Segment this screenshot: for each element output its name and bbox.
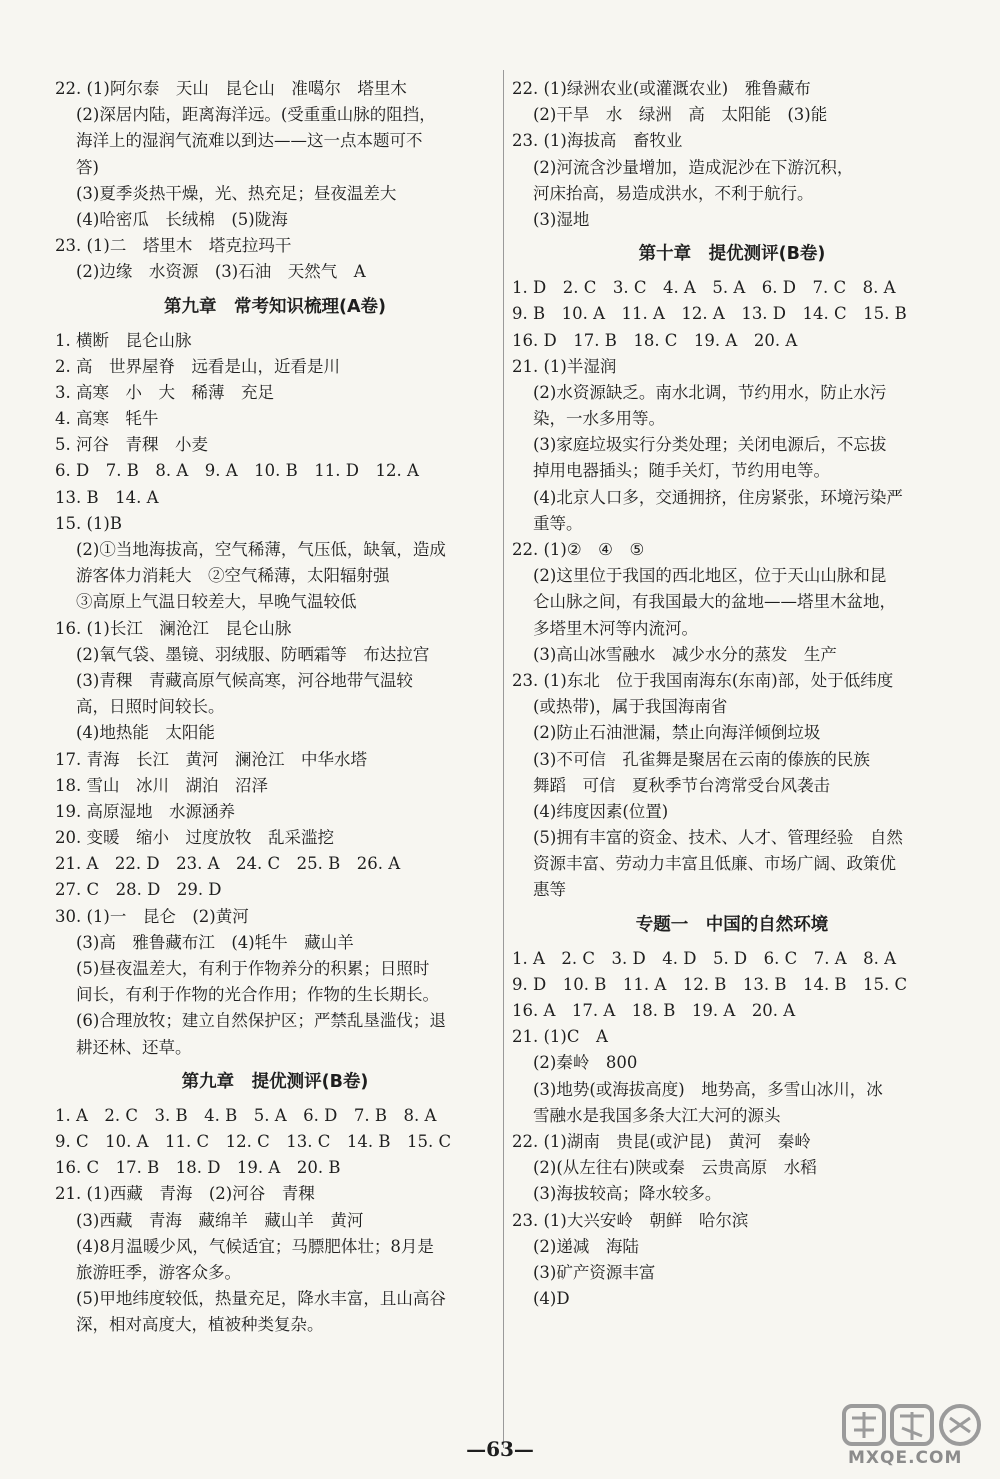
answer-line: 多塔里木河等内流河。	[512, 618, 698, 638]
answer-line: 1. A 2. C 3. B 4. B 5. A 6. D 7. B 8. A	[55, 1105, 437, 1125]
answer-line: (3)高 雅鲁藏布江 (4)牦牛 藏山羊	[55, 932, 354, 952]
section-heading: 第九章 常考知识梳理(A卷)	[163, 296, 387, 317]
answer-line: (2)边缘 水资源 (3)石油 天然气 A	[55, 262, 366, 282]
answer-line: 4. 高寒 牦牛	[55, 409, 159, 429]
left-column	[55, 76, 495, 1338]
answer-line: 重等。	[512, 513, 583, 533]
answer-line: 30. (1)一 昆仑 (2)黄河	[55, 906, 249, 926]
answer-line: (2)递减 海陆	[512, 1236, 639, 1256]
answer-line: 深，相对高度大，植被种类复杂。	[55, 1315, 324, 1335]
answer-line: (2)秦岭 800	[512, 1053, 638, 1073]
answer-line: 答)	[55, 157, 99, 177]
answer-line: 21. A 22. D 23. A 24. C 25. B 26. A	[55, 854, 401, 874]
answer-line: (3)夏季炎热干燥，光、热充足；昼夜温差大	[55, 183, 397, 203]
watermark-logo	[840, 1400, 990, 1472]
answer-line: (3)高山冰雪融水 减少水分的蒸发 生产	[512, 644, 837, 664]
answer-line: 9. B 10. A 11. A 12. A 13. D 14. C 15. B	[512, 304, 907, 324]
answer-line: 1. D 2. C 3. C 4. A 5. A 6. D 7. C 8. A	[512, 278, 896, 298]
answer-line: 惠等	[512, 880, 566, 900]
answer-line: 染，一水多用等。	[512, 409, 665, 429]
watermark-text: MXQE.COM	[848, 1448, 963, 1468]
answer-line: (或热带)，属于我国海南省	[512, 697, 728, 717]
page-number: —63—	[466, 1437, 534, 1461]
answer-line: 1. 横断 昆仑山脉	[55, 330, 192, 350]
answer-line: 16. D 17. B 18. C 19. A 20. A	[512, 330, 798, 350]
answer-line: 22. (1)湖南 贵昆(或沪昆) 黄河 秦岭	[512, 1131, 811, 1151]
answer-line: 海洋上的湿润气流难以到达——这一点本题可不	[55, 131, 423, 151]
answer-line: 22. (1)绿洲农业(或灌溉农业) 雅鲁藏布	[512, 79, 811, 98]
answer-line: 16. (1)长江 澜沧江 昆仑山脉	[55, 618, 292, 638]
section-heading: 第九章 提优测评(B卷)	[181, 1071, 369, 1092]
answer-line: 21. (1)半湿润	[512, 356, 617, 376]
answer-line: 20. 变暖 缩小 过度放牧 乱采滥挖	[55, 828, 334, 848]
answer-line: (4)北京人口多，交通拥挤，住房紧张，环境污染严	[512, 487, 903, 507]
answer-line: 17. 青海 长江 黄河 澜沧江 中华水塔	[55, 749, 367, 769]
answer-line: (3)矿产资源丰富	[512, 1262, 656, 1282]
answer-line: (2)河流含沙量增加，造成泥沙在下游沉积，	[512, 157, 854, 177]
answer-line: 23. (1)大兴安岭 朝鲜 哈尔滨	[512, 1210, 749, 1230]
answer-line: (2)干旱 水 绿洲 高 太阳能 (3)能	[512, 105, 828, 125]
answer-line: 22. (1)阿尔泰 天山 昆仑山 准噶尔 塔里木	[55, 79, 407, 98]
answer-line: 15. (1)B	[55, 513, 122, 533]
answer-line: 9. C 10. A 11. C 12. C 13. C 14. B 15. C	[55, 1131, 452, 1151]
answer-line: 雪融水是我国多条大江大河的源头	[512, 1105, 781, 1125]
answer-line: 19. 高原湿地 水源涵养	[55, 801, 235, 821]
answer-line: 3. 高寒 小 大 稀薄 充足	[55, 382, 274, 402]
answer-line: (5)昼夜温差大，有利于作物养分的积累；日照时	[55, 959, 430, 978]
answer-line: (2)氧气袋、墨镜、羽绒服、防晒霜等 布达拉宫	[55, 644, 430, 664]
section-heading: 第十章 提优测评(B卷)	[638, 244, 826, 265]
answer-line: (5)拥有丰富的资金、技术、人才、管理经验 自然	[512, 828, 903, 848]
answer-line: 13. B 14. A	[55, 487, 159, 507]
answer-line: (3)湿地	[512, 209, 590, 229]
answer-line: 21. (1)C A	[512, 1027, 608, 1047]
answer-line: 间长，有利于作物的光合作用；作物的生长期长。	[55, 985, 439, 1005]
answer-line: (4)D	[512, 1289, 570, 1309]
answer-line: (4)8月温暖少风，气候适宜；马膘肥体壮；8月是	[55, 1236, 434, 1256]
answer-line: 耕还林、还草。	[55, 1037, 192, 1057]
answer-line: 9. D 10. B 11. A 12. B 13. B 14. B 15. C	[512, 974, 908, 994]
answer-line: (2)这里位于我国的西北地区，位于天山山脉和昆	[512, 566, 887, 586]
answer-line: (5)甲地纬度较低，热量充足，降水丰富，且山高谷	[55, 1289, 446, 1309]
answer-line: 21. (1)西藏 青海 (2)河谷 青稞	[55, 1184, 315, 1204]
answer-line: 23. (1)东北 位于我国南海东(东南)部，处于低纬度	[512, 670, 894, 690]
answer-line: 河床抬高，易造成洪水，不利于航行。	[512, 183, 814, 203]
answer-line: (6)合理放牧；建立自然保护区；严禁乱垦滥伐；退	[55, 1011, 446, 1031]
answer-line: (3)家庭垃圾实行分类处理；关闭电源后，不忘拔	[512, 435, 887, 455]
answer-line: 22. (1)② ④ ⑤	[512, 540, 645, 559]
answer-line: 2. 高 世界屋脊 远看是山，近看是川	[55, 356, 340, 376]
answer-line: 1. A 2. C 3. D 4. D 5. D 6. C 7. A 8. A	[512, 948, 897, 968]
answer-line: 资源丰富、劳动力丰富且低廉、市场广阔、政策优	[512, 854, 896, 874]
column-divider	[503, 70, 504, 1448]
answer-line: 23. (1)二 塔里木 塔克拉玛干	[55, 236, 292, 256]
answer-line: (4)哈密瓜 长绒棉 (5)陇海	[55, 209, 288, 229]
answer-line: 仑山脉之间，有我国最大的盆地——塔里木盆地，	[512, 592, 896, 612]
answer-line: 16. A 17. A 18. B 19. A 20. A	[512, 1001, 796, 1020]
answer-line: (2)①当地海拔高，空气稀薄，气压低，缺氧，造成	[55, 540, 446, 559]
answer-line: 游客体力消耗大 ②空气稀薄，太阳辐射强	[55, 566, 390, 586]
answer-line: 掉用电器插头；随手关灯，节约用电等。	[512, 461, 830, 481]
answer-line: 16. C 17. B 18. D 19. A 20. B	[55, 1158, 341, 1178]
answer-line: (3)地势(或海拔高度) 地势高，多雪山冰川，冰	[512, 1079, 883, 1099]
answer-line: 旅游旺季，游客众多。	[55, 1262, 241, 1282]
answer-line: ③高原上气温日较差大，早晚气温较低	[55, 592, 357, 612]
answer-line: 18. 雪山 冰川 湖泊 沼泽	[55, 775, 268, 795]
answer-line: (4)纬度因素(位置)	[512, 801, 669, 821]
answer-line: (2)防止石油泄漏，禁止向海洋倾倒垃圾	[512, 723, 821, 743]
answer-line: 5. 河谷 青稞 小麦	[55, 435, 208, 455]
right-column	[512, 76, 952, 1312]
answer-line: (3)青稞 青藏高原气候高寒，河谷地带气温较	[55, 670, 413, 690]
answer-line: 舞蹈 可信 夏秋季节台湾常受台风袭击	[512, 775, 830, 795]
section-heading: 专题一 中国的自然环境	[635, 914, 829, 935]
answer-line: (3)不可信 孔雀舞是聚居在云南的傣族的民族	[512, 749, 870, 769]
answer-line: (2)深居内陆，距离海洋远。(受重重山脉的阻挡，	[55, 105, 436, 125]
answer-line: 27. C 28. D 29. D	[55, 880, 222, 900]
answer-line: (4)地热能 太阳能	[55, 723, 215, 743]
answer-line: (3)西藏 青海 藏绵羊 藏山羊 黄河	[55, 1210, 364, 1230]
answer-logo-icon	[840, 1400, 990, 1450]
answer-line: 6. D 7. B 8. A 9. A 10. B 11. D 12. A	[55, 461, 419, 481]
answer-line: 高，日照时间较长。	[55, 697, 225, 717]
answer-line: (2)(从左往右)陕或秦 云贵高原 水稻	[512, 1158, 817, 1178]
answer-line: (3)海拔较高；降水较多。	[512, 1184, 722, 1204]
answer-line: 23. (1)海拔高 畜牧业	[512, 131, 683, 151]
answer-line: (2)水资源缺乏。南水北调，节约用水，防止水污	[512, 382, 887, 402]
